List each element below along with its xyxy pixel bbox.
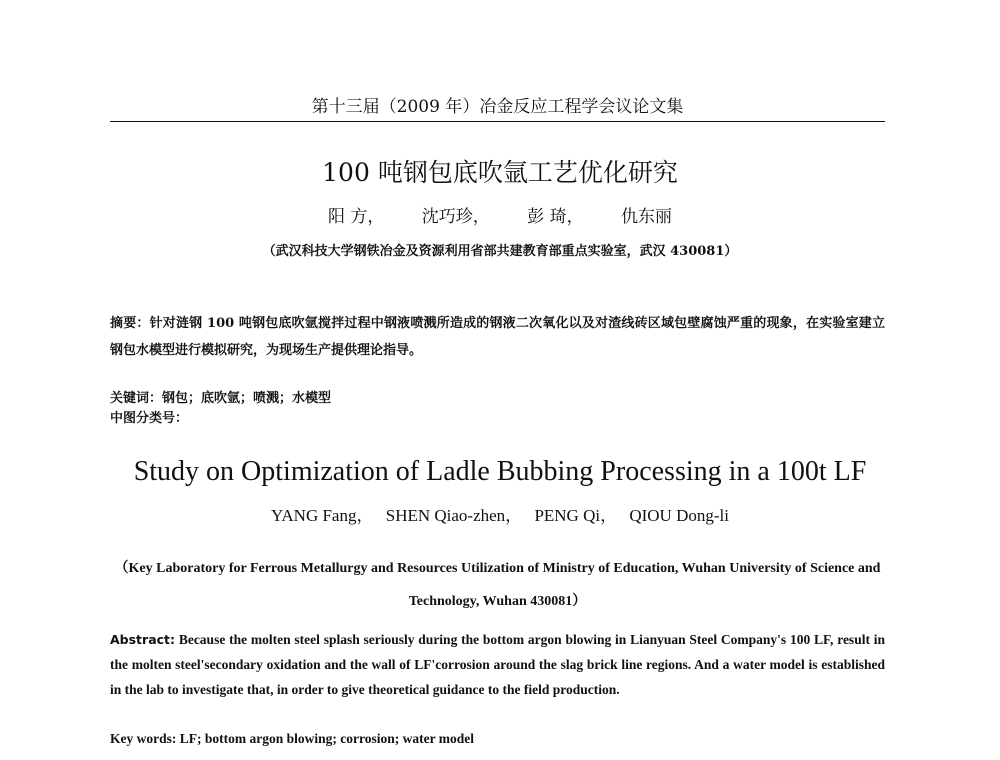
english-abstract (110, 627, 885, 702)
english-affiliation: （Key Laboratory for Ferrous Metallurgy and Resources Utilization of Ministry of Education, Wuhan University of Science and Technology, Wuhan 430081） (114, 561, 881, 609)
chinese-abstract (110, 310, 885, 364)
author-en: PENG Qi， (534, 506, 618, 525)
chinese-keywords-label: 关键词： (110, 391, 163, 406)
author-cn: 沈巧珍， (421, 207, 490, 227)
chinese-abstract-label: 摘要： (110, 316, 150, 331)
chinese-title: 100 吨钢包底吹氩工艺优化研究 (322, 158, 678, 187)
header-rule (110, 121, 885, 122)
english-abstract-label: Abstract: (110, 632, 176, 647)
chinese-classification-label: 中图分类号： (110, 411, 189, 426)
chinese-keywords (110, 389, 885, 409)
english-keywords-text: LF; bottom argon blowing; corrosion; water model (176, 731, 474, 746)
english-abstract-text: Because the molten steel splash seriously during the bottom argon blowing in Lianyuan Steel Company's 100 LF, result in the molten steel'secondary oxidation and the wall of LF'corrosion around the slag brick line regions. And a water model is established in the lab to investigate that, in order to give theoretical guidance to the field production. (110, 632, 885, 697)
author-en: SHEN Qiao-zhen， (385, 506, 523, 525)
chinese-classification (110, 409, 885, 429)
author-cn: 仇东丽 (621, 207, 673, 227)
author-en: QIOU Dong-li (629, 506, 729, 525)
chinese-affiliation: （武汉科技大学钢铁冶金及资源利用省部共建教育部重点实验室，武汉 430081） (262, 244, 738, 259)
author-en: YANG Fang， (271, 506, 374, 525)
english-keywords (110, 729, 885, 749)
english-title: Study on Optimization of Ladle Bubbing Processing in a 100t LF (133, 456, 867, 487)
chinese-keywords-text: 钢包；底吹氩；喷溅；水模型 (162, 391, 332, 406)
chinese-abstract-text: 针对涟钢 100 吨钢包底吹氩搅拌过程中钢液喷溅所造成的钢液二次氧化以及对渣线砖区域包壁腐蚀严重的现象，在实验室建立钢包水模型进行模拟研究，为现场生产提供理论指导。 (110, 316, 885, 358)
english-authors (0, 504, 1000, 528)
author-cn: 彭 琦， (527, 207, 584, 227)
running-header: 第十三届（2009 年）冶金反应工程学会议论文集 (311, 97, 684, 117)
english-keywords-label: Key words: (110, 731, 177, 746)
chinese-authors (0, 205, 1000, 229)
author-cn: 阳 方， (327, 207, 385, 227)
